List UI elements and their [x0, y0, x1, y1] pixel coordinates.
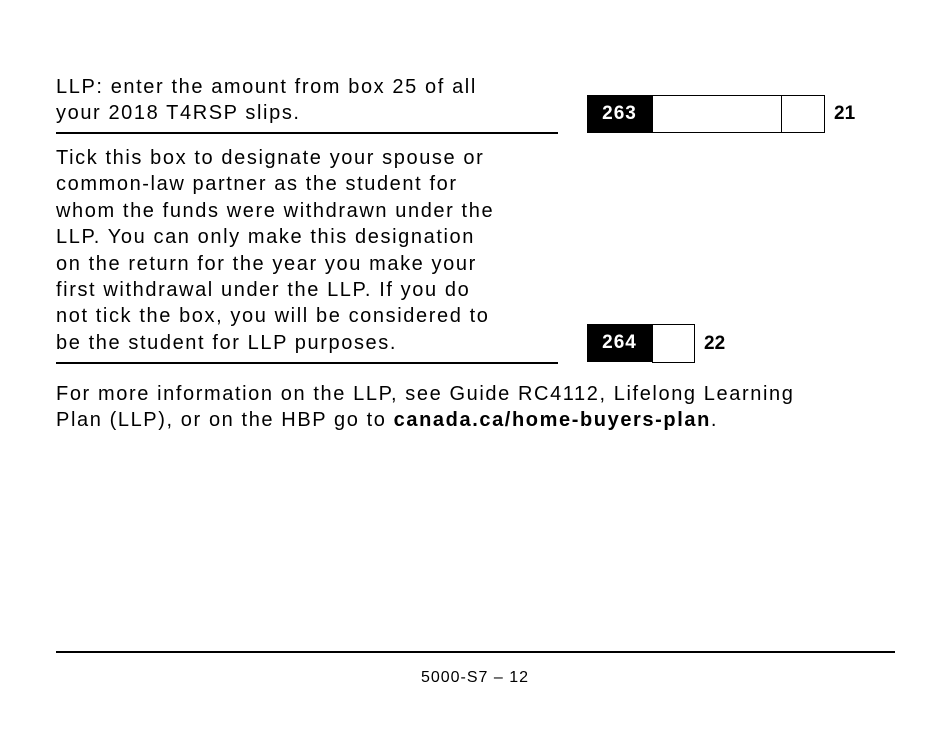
designation-instruction	[56, 145, 494, 356]
home-buyers-plan-link[interactable]: canada.ca/home-buyers-plan	[393, 409, 711, 432]
section-divider	[56, 132, 558, 134]
designation-line: common-law partner as the student for	[56, 173, 458, 196]
info-line1: For more information on the LLP, see Guide RC4112, Lifelong Learning	[56, 383, 795, 405]
info-paragraph	[56, 381, 794, 434]
line-number-21: 21	[834, 103, 856, 124]
designation-line: Tick this box to designate your spouse or	[56, 147, 485, 169]
designation-line: on the return for the year you make your	[56, 252, 477, 275]
designation-line: first withdrawal under the LLP. If you do	[56, 279, 471, 302]
field-number-263: 263	[587, 95, 652, 133]
footer-rule	[56, 651, 895, 653]
designation-line: not tick the box, you will be considered to	[56, 305, 490, 328]
designation-line: whom the funds were withdrawn under the	[56, 199, 495, 222]
designation-checkbox[interactable]	[652, 324, 695, 363]
llp-amount-instruction	[56, 74, 477, 127]
info-line2-suffix: .	[710, 409, 719, 432]
designation-line: LLP. You can only make this designation	[56, 226, 475, 249]
llp-amount-line1: LLP: enter the amount from box 25 of all	[56, 76, 477, 98]
info-line2	[56, 407, 794, 433]
page-number: 5000-S7 – 12	[420, 669, 530, 686]
llp-amount-line2: your 2018 T4RSP slips.	[56, 102, 301, 125]
llp-amount-cents-input[interactable]	[781, 95, 825, 133]
field-number-264: 264	[587, 324, 652, 362]
llp-amount-dollars-input[interactable]	[652, 95, 783, 133]
section-divider	[56, 362, 558, 364]
info-line2-prefix: Plan (LLP), or on the HBP go to	[56, 409, 394, 432]
line-number-22: 22	[704, 333, 726, 354]
designation-line: be the student for LLP purposes.	[56, 331, 398, 354]
